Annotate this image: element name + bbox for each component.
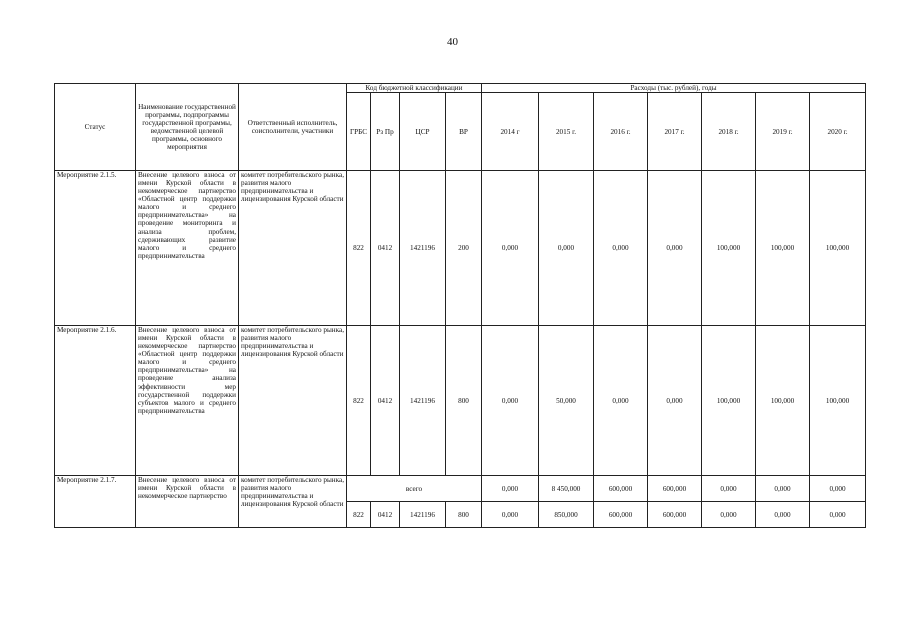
rzpr-cell: 0412 [371, 502, 400, 528]
value-2018: 100,000 [702, 171, 756, 326]
status-cell: Мероприятие 2.1.7. [55, 476, 136, 528]
page-number: 40 [447, 36, 458, 48]
grbs-cell: 822 [347, 326, 371, 476]
executor-cell: комитет потребительского рынка, развития малого предпринимательства и лицензирования Курской области [239, 476, 347, 528]
header-grbs: ГРБС [347, 93, 371, 171]
vr-cell: 800 [446, 502, 482, 528]
header-csr: ЦСР [400, 93, 446, 171]
value-2018: 100,000 [702, 326, 756, 476]
total-2019: 0,000 [756, 476, 810, 502]
value-2017: 0,000 [648, 171, 702, 326]
value-2016: 0,000 [594, 326, 648, 476]
executor-cell: комитет потребительского рынка, развития малого предпринимательства и лицензирования Курской области [239, 326, 347, 476]
measure-name-cell: Внесение целевого взноса от имени Курской области в некоммерческое партнерство «Областной центр поддержки малого и среднего предпринимательства» на проведение анализа эффективности мер государственной поддержки субъектов малого и среднего предпринимательства [136, 326, 239, 476]
vr-cell: 800 [446, 326, 482, 476]
table-row [55, 171, 866, 326]
header-year-2019: 2019 г. [756, 93, 810, 171]
vr-cell: 200 [446, 171, 482, 326]
csr-cell: 1421196 [400, 502, 446, 528]
header-vr: ВР [446, 93, 482, 171]
value-2020: 100,000 [810, 326, 866, 476]
header-budget-code: Код бюджетной классификации [347, 84, 482, 93]
header-year-2015: 2015 г. [539, 93, 594, 171]
total-2016: 600,000 [594, 476, 648, 502]
value-2015: 850,000 [539, 502, 594, 528]
executor-cell: комитет потребительского рынка, развития малого предпринимательства и лицензирования Курской области [239, 171, 347, 326]
header-rzpr: Рз Пр [371, 93, 400, 171]
budget-table [54, 83, 866, 528]
value-2016: 600,000 [594, 502, 648, 528]
header-year-2017: 2017 г. [648, 93, 702, 171]
value-2020: 0,000 [810, 502, 866, 528]
header-expenses: Расходы (тыс. рублей), годы [482, 84, 866, 93]
header-program-name: Наименование государственной программы, подпрограммы государственной программы, ведомственной целевой программы, основного мероприятия [136, 84, 239, 171]
grbs-cell: 822 [347, 171, 371, 326]
header-year-2016: 2016 г. [594, 93, 648, 171]
status-cell: Мероприятие 2.1.6. [55, 326, 136, 476]
value-2014: 0,000 [482, 326, 539, 476]
csr-cell: 1421196 [400, 326, 446, 476]
value-2014: 0,000 [482, 171, 539, 326]
value-2019: 100,000 [756, 326, 810, 476]
measure-name-cell: Внесение целевого взноса от имени Курской области в некоммерческое партнерство [136, 476, 239, 528]
table-row [55, 326, 866, 476]
total-2018: 0,000 [702, 476, 756, 502]
header-year-2020: 2020 г. [810, 93, 866, 171]
value-2014: 0,000 [482, 502, 539, 528]
total-2020: 0,000 [810, 476, 866, 502]
rzpr-cell: 0412 [371, 171, 400, 326]
total-2015: 8 450,000 [539, 476, 594, 502]
value-2019: 100,000 [756, 171, 810, 326]
value-2015: 50,000 [539, 326, 594, 476]
grbs-cell: 822 [347, 502, 371, 528]
total-2017: 600,000 [648, 476, 702, 502]
value-2015: 0,000 [539, 171, 594, 326]
value-2017: 600,000 [648, 502, 702, 528]
total-label-cell: всего [347, 476, 482, 502]
value-2019: 0,000 [756, 502, 810, 528]
header-status: Статус [55, 84, 136, 171]
header-year-2018: 2018 г. [702, 93, 756, 171]
csr-cell: 1421196 [400, 171, 446, 326]
value-2018: 0,000 [702, 502, 756, 528]
value-2017: 0,000 [648, 326, 702, 476]
header-executor: Ответственный исполнитель, соисполнители, участники [239, 84, 347, 171]
status-cell: Мероприятие 2.1.5. [55, 171, 136, 326]
table-row [55, 476, 866, 502]
rzpr-cell: 0412 [371, 326, 400, 476]
value-2016: 0,000 [594, 171, 648, 326]
header-year-2014: 2014 г [482, 93, 539, 171]
measure-name-cell: Внесение целевого взноса от имени Курской области в некоммерческое партнерство «Областной центр поддержки малого и среднего предпринимательства» на проведение мониторинга и анализа проблем, сдерживающих развитие малого и среднего предпринимательства [136, 171, 239, 326]
value-2020: 100,000 [810, 171, 866, 326]
total-2014: 0,000 [482, 476, 539, 502]
